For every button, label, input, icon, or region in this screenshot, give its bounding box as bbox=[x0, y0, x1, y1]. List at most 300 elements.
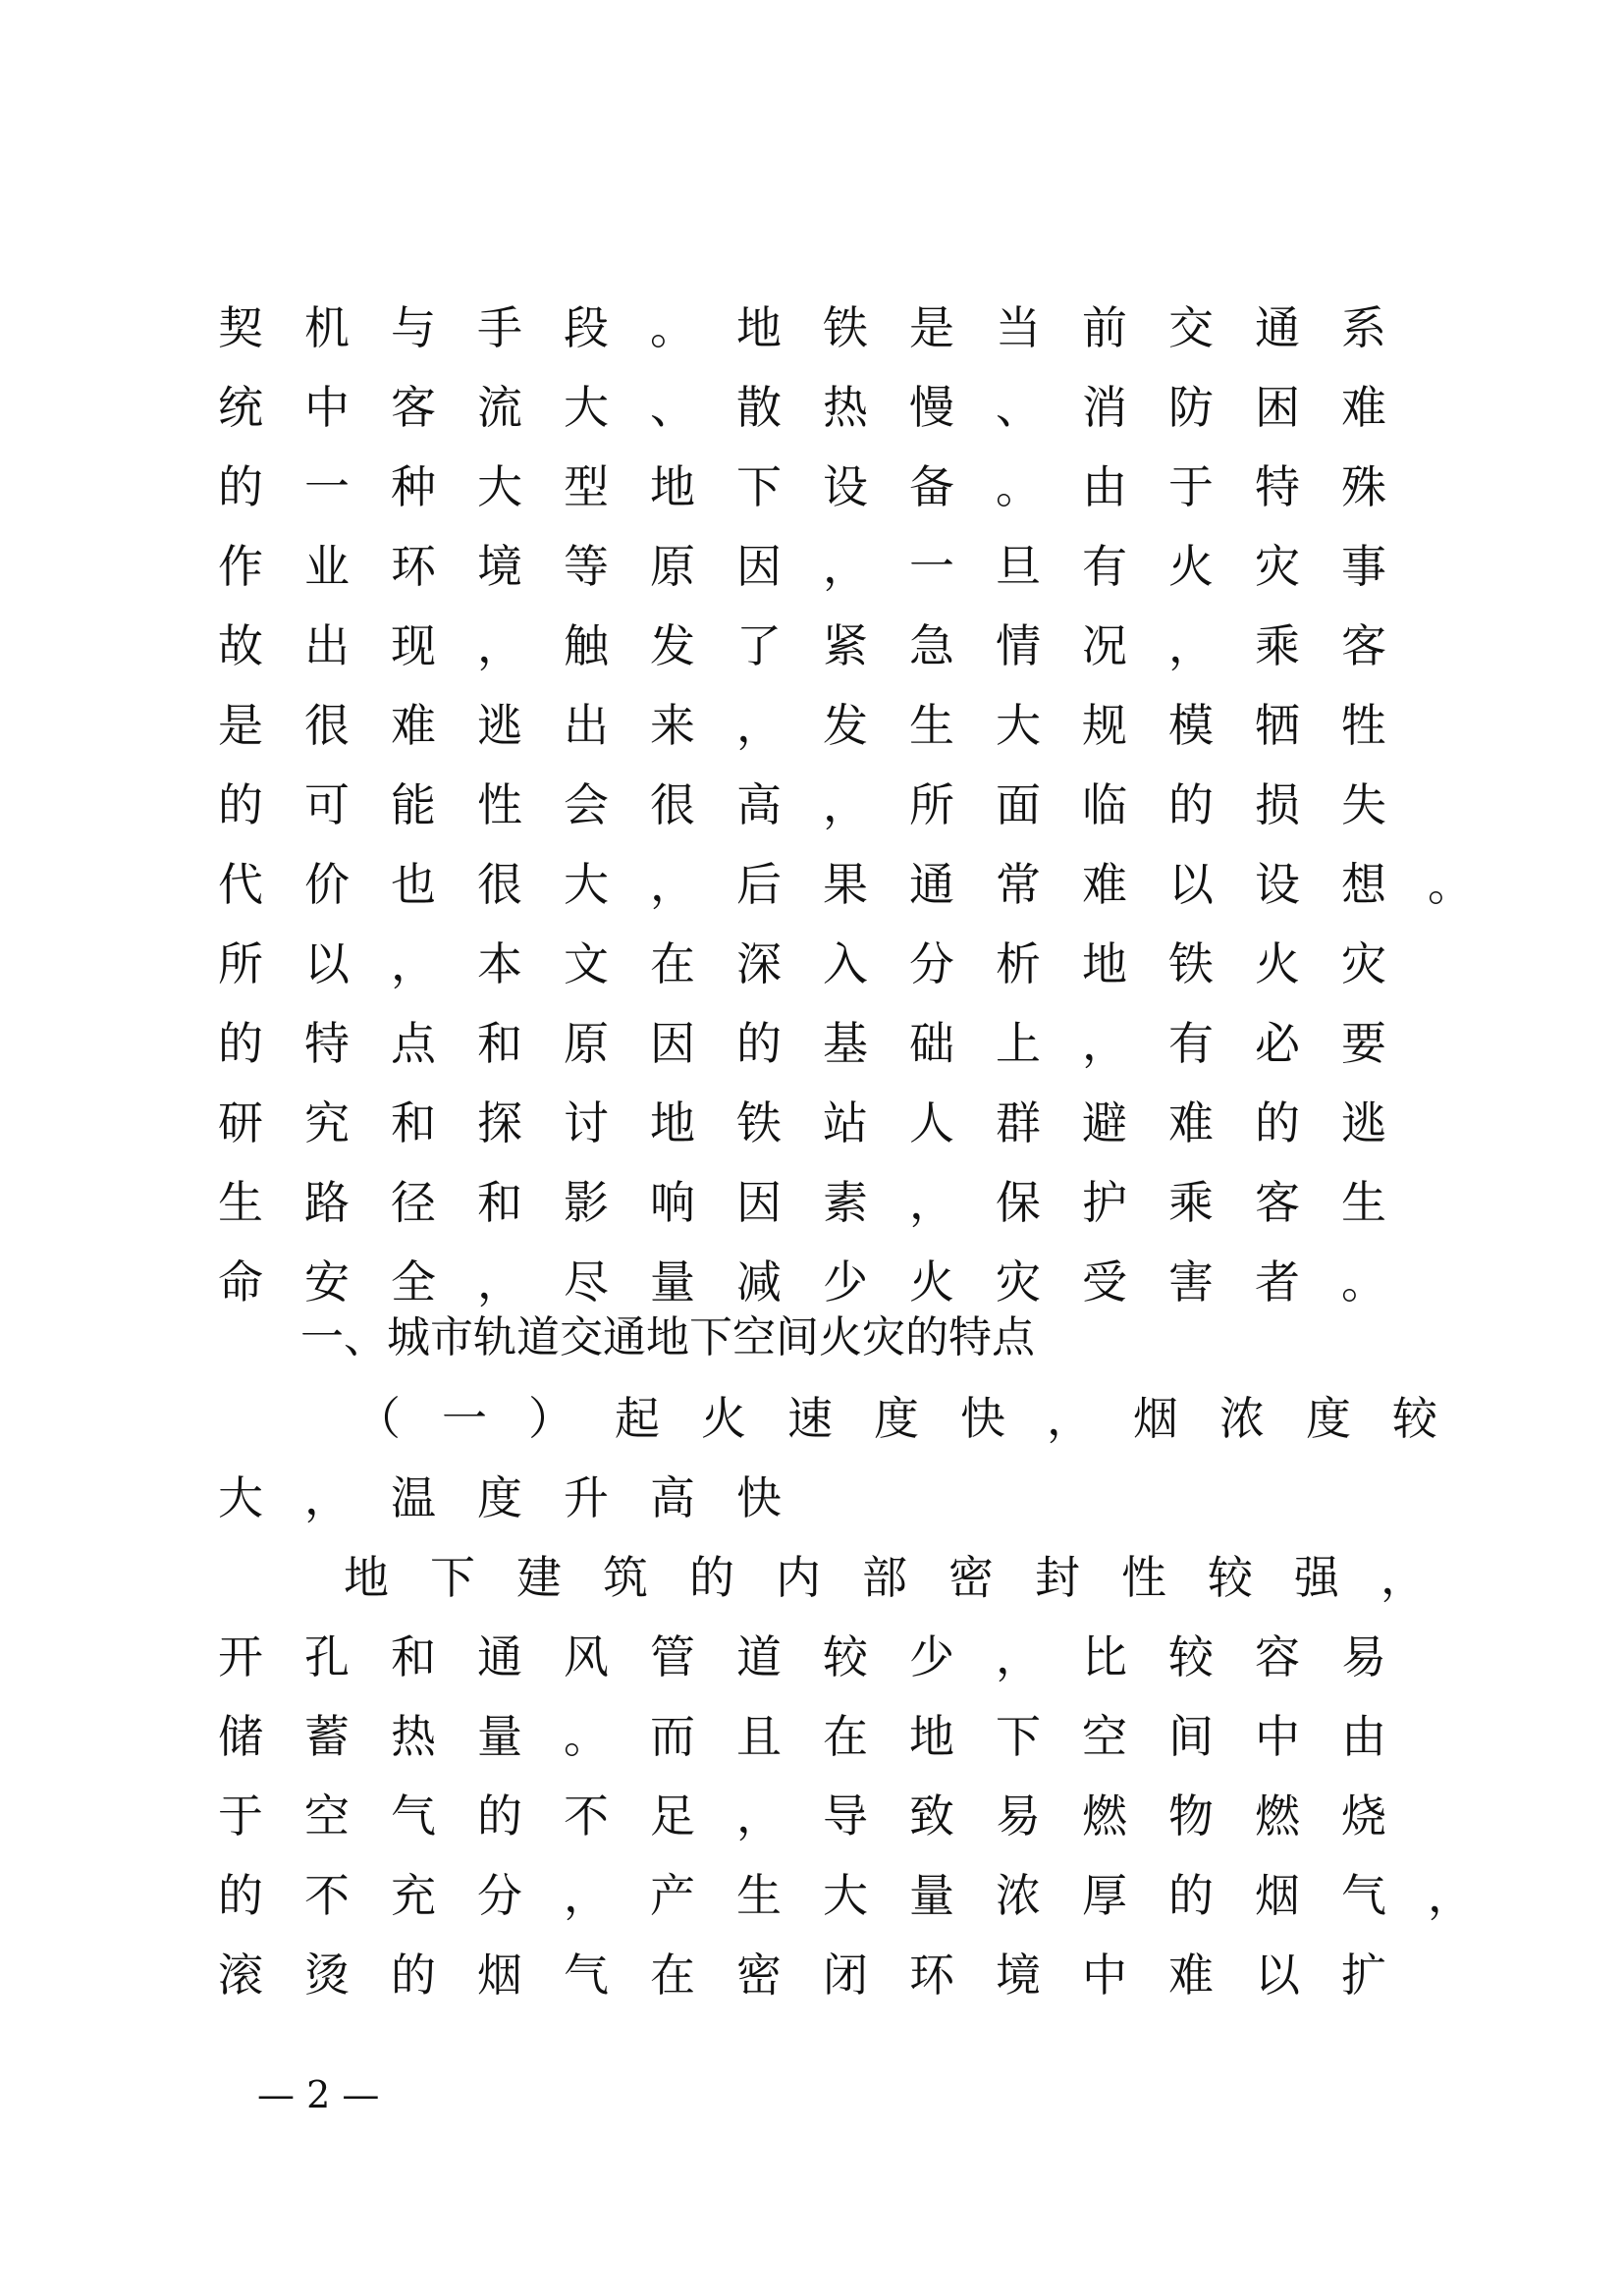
text-char: 型 bbox=[564, 460, 609, 513]
text-char: 灾 bbox=[1255, 540, 1300, 593]
text-char: 必 bbox=[1255, 1017, 1300, 1070]
text-char: 起 bbox=[615, 1392, 660, 1445]
text-char: 所 bbox=[218, 937, 263, 990]
text-char: 环 bbox=[391, 540, 436, 593]
text-char: 逃 bbox=[1341, 1096, 1386, 1149]
text-char: ， bbox=[1168, 619, 1214, 672]
text-char: 的 bbox=[1168, 778, 1214, 831]
text-char: 气 bbox=[1341, 1869, 1386, 1922]
paragraph-line-3 bbox=[218, 1707, 1428, 1766]
text-char: ， bbox=[304, 1471, 350, 1524]
text-char: ， bbox=[391, 937, 436, 990]
text-char: 、 bbox=[996, 381, 1041, 434]
text-char: 流 bbox=[477, 381, 522, 434]
text-char: 灾 bbox=[1341, 937, 1386, 990]
text-char: 、 bbox=[650, 381, 695, 434]
text-char: 出 bbox=[304, 619, 350, 672]
text-char: 故 bbox=[218, 619, 263, 672]
text-char: ， bbox=[823, 778, 868, 831]
text-char: ） bbox=[528, 1392, 573, 1445]
text-char: 作 bbox=[218, 540, 263, 593]
text-char: 大 bbox=[218, 1471, 263, 1524]
text-char: 在 bbox=[650, 1949, 695, 2002]
paragraph-line-5 bbox=[218, 1866, 1514, 1925]
text-char: 道 bbox=[736, 1630, 782, 1683]
text-char: 气 bbox=[391, 1789, 436, 1842]
text-char: 间 bbox=[1168, 1710, 1214, 1763]
text-char: 难 bbox=[1082, 858, 1127, 911]
text-char: 急 bbox=[909, 619, 954, 672]
text-char: 快 bbox=[960, 1392, 1005, 1445]
text-char: ， bbox=[1047, 1392, 1092, 1445]
text-char: 者 bbox=[1255, 1255, 1300, 1308]
text-char: 的 bbox=[218, 778, 263, 831]
text-char: 备 bbox=[909, 460, 954, 513]
text-char: 因 bbox=[650, 1017, 695, 1070]
text-char: 的 bbox=[689, 1551, 734, 1604]
text-char: 模 bbox=[1168, 699, 1214, 752]
text-char: 文 bbox=[564, 937, 609, 990]
section-heading: 一、城市轨道交通地下空间火灾的特点 bbox=[300, 1312, 1035, 1362]
text-char: 于 bbox=[218, 1789, 263, 1842]
text-char: 烧 bbox=[1341, 1789, 1386, 1842]
text-char: 很 bbox=[304, 699, 350, 752]
text-char: 地 bbox=[909, 1710, 954, 1763]
text-char: 致 bbox=[909, 1789, 954, 1842]
body-line-5 bbox=[218, 616, 1428, 675]
text-char: 因 bbox=[736, 1176, 782, 1229]
text-char: 价 bbox=[304, 858, 350, 911]
text-char: 烫 bbox=[304, 1949, 350, 2002]
text-char: 有 bbox=[1168, 1017, 1214, 1070]
paragraph-line-6 bbox=[218, 1946, 1428, 2004]
text-char: 地 bbox=[650, 1096, 695, 1149]
text-char: 以 bbox=[1255, 1949, 1300, 2002]
text-char: 性 bbox=[1121, 1551, 1166, 1604]
text-char: 交 bbox=[1168, 301, 1214, 354]
text-char: 产 bbox=[650, 1869, 695, 1922]
text-char: 分 bbox=[477, 1869, 522, 1922]
text-char: 殊 bbox=[1341, 460, 1386, 513]
text-char: 的 bbox=[736, 1017, 782, 1070]
text-char: 筑 bbox=[603, 1551, 648, 1604]
text-char: 一 bbox=[909, 540, 954, 593]
text-char: 事 bbox=[1341, 540, 1386, 593]
text-char: 充 bbox=[391, 1869, 436, 1922]
text-char: 常 bbox=[996, 858, 1041, 911]
text-char: 乘 bbox=[1168, 1176, 1214, 1229]
text-char: 高 bbox=[736, 778, 782, 831]
text-char: 下 bbox=[430, 1551, 475, 1604]
text-char: 系 bbox=[1341, 301, 1386, 354]
text-char: 容 bbox=[1255, 1630, 1300, 1683]
text-char: 乘 bbox=[1255, 619, 1300, 672]
text-char: 生 bbox=[736, 1869, 782, 1922]
text-char: 命 bbox=[218, 1255, 263, 1308]
text-char: 境 bbox=[477, 540, 522, 593]
text-char: 由 bbox=[1341, 1710, 1386, 1763]
text-char: 难 bbox=[1168, 1949, 1214, 2002]
text-char: 。 bbox=[650, 301, 695, 354]
text-char: 发 bbox=[650, 619, 695, 672]
text-char: 础 bbox=[909, 1017, 954, 1070]
text-char: 烟 bbox=[1255, 1869, 1300, 1922]
text-char: 空 bbox=[1082, 1710, 1127, 1763]
text-char: 大 bbox=[477, 460, 522, 513]
text-char: 于 bbox=[1168, 460, 1214, 513]
body-line-8 bbox=[218, 855, 1514, 914]
text-char: 不 bbox=[564, 1789, 609, 1842]
text-char: 特 bbox=[304, 1017, 350, 1070]
text-char: 地 bbox=[650, 460, 695, 513]
text-char: 前 bbox=[1082, 301, 1127, 354]
text-char: 通 bbox=[1255, 301, 1300, 354]
text-char: 很 bbox=[650, 778, 695, 831]
text-char: 是 bbox=[909, 301, 954, 354]
text-char: 保 bbox=[996, 1176, 1041, 1229]
text-char: 热 bbox=[823, 381, 868, 434]
text-char: 以 bbox=[304, 937, 350, 990]
text-char: 难 bbox=[1168, 1096, 1214, 1149]
text-char: 统 bbox=[218, 381, 263, 434]
text-char: 段 bbox=[564, 301, 609, 354]
text-char: 气 bbox=[564, 1949, 609, 2002]
text-char: 热 bbox=[391, 1710, 436, 1763]
text-char: 特 bbox=[1255, 460, 1300, 513]
text-char: 火 bbox=[1255, 937, 1300, 990]
body-line-4 bbox=[218, 537, 1428, 596]
paragraph-line-4 bbox=[218, 1787, 1428, 1845]
text-char: 易 bbox=[1341, 1630, 1386, 1683]
text-char: 。 bbox=[1341, 1255, 1386, 1308]
text-char: 度 bbox=[874, 1392, 919, 1445]
text-char: 设 bbox=[823, 460, 868, 513]
text-char: 足 bbox=[650, 1789, 695, 1842]
text-char: 一 bbox=[304, 460, 350, 513]
text-char: 大 bbox=[564, 858, 609, 911]
text-char: 且 bbox=[736, 1710, 782, 1763]
text-char: 生 bbox=[1341, 1176, 1386, 1229]
text-char: 在 bbox=[650, 937, 695, 990]
text-char: 受 bbox=[1082, 1255, 1127, 1308]
text-char: 火 bbox=[701, 1392, 746, 1445]
text-char: 路 bbox=[304, 1176, 350, 1229]
text-char: 逃 bbox=[477, 699, 522, 752]
text-char: 设 bbox=[1255, 858, 1300, 911]
text-char: 牲 bbox=[1341, 699, 1386, 752]
text-char: 径 bbox=[391, 1176, 436, 1229]
text-char: 火 bbox=[1168, 540, 1214, 593]
body-line-11 bbox=[218, 1094, 1428, 1152]
text-char: 要 bbox=[1341, 1017, 1386, 1070]
text-char: 站 bbox=[823, 1096, 868, 1149]
text-char: 安 bbox=[304, 1255, 350, 1308]
text-char: 人 bbox=[909, 1096, 954, 1149]
text-char: 下 bbox=[996, 1710, 1041, 1763]
text-char: 快 bbox=[736, 1471, 782, 1524]
text-char: 管 bbox=[650, 1630, 695, 1683]
paragraph-line-1 bbox=[344, 1548, 1467, 1607]
text-char: 密 bbox=[736, 1949, 782, 2002]
text-char: 内 bbox=[776, 1551, 821, 1604]
text-char: 大 bbox=[823, 1869, 868, 1922]
text-char: 牺 bbox=[1255, 699, 1300, 752]
text-char: 慢 bbox=[909, 381, 954, 434]
text-char: 生 bbox=[909, 699, 954, 752]
text-char: 的 bbox=[1255, 1096, 1300, 1149]
text-char: 导 bbox=[823, 1789, 868, 1842]
text-char: 深 bbox=[736, 937, 782, 990]
text-char: 厚 bbox=[1082, 1869, 1127, 1922]
text-char: 部 bbox=[862, 1551, 907, 1604]
text-char: 和 bbox=[477, 1017, 522, 1070]
text-char: 。 bbox=[996, 460, 1041, 513]
text-char: 分 bbox=[909, 937, 954, 990]
text-char: 燃 bbox=[1082, 1789, 1127, 1842]
text-char: 度 bbox=[1306, 1392, 1351, 1445]
text-char: 旦 bbox=[996, 540, 1041, 593]
text-char: 封 bbox=[1035, 1551, 1080, 1604]
text-char: 地 bbox=[736, 301, 782, 354]
text-char: 手 bbox=[477, 301, 522, 354]
text-char: 不 bbox=[304, 1869, 350, 1922]
text-char: ， bbox=[996, 1630, 1041, 1683]
text-char: 铁 bbox=[823, 301, 868, 354]
text-char: 通 bbox=[909, 858, 954, 911]
text-char: 消 bbox=[1082, 381, 1127, 434]
text-char: 代 bbox=[218, 858, 263, 911]
text-char: 讨 bbox=[564, 1096, 609, 1149]
text-char: 空 bbox=[304, 1789, 350, 1842]
text-char: 中 bbox=[1082, 1949, 1127, 2002]
text-char: 当 bbox=[996, 301, 1041, 354]
text-char: 契 bbox=[218, 301, 263, 354]
page-number: — 2 — bbox=[257, 2073, 380, 2116]
text-char: 难 bbox=[391, 699, 436, 752]
subheading-line-1 bbox=[355, 1389, 1479, 1448]
text-char: 果 bbox=[823, 858, 868, 911]
text-char: 可 bbox=[304, 778, 350, 831]
text-char: ， bbox=[650, 858, 695, 911]
text-char: 密 bbox=[948, 1551, 994, 1604]
text-char: 在 bbox=[823, 1710, 868, 1763]
text-char: 易 bbox=[996, 1789, 1041, 1842]
text-char: 浓 bbox=[1219, 1392, 1265, 1445]
text-char: 。 bbox=[1428, 858, 1473, 911]
text-char: 的 bbox=[1168, 1869, 1214, 1922]
text-char: 研 bbox=[218, 1096, 263, 1149]
text-char: ， bbox=[564, 1869, 609, 1922]
text-char: 以 bbox=[1168, 858, 1214, 911]
text-char: 客 bbox=[1341, 619, 1386, 672]
subheading-line-2 bbox=[218, 1468, 823, 1527]
text-char: 量 bbox=[477, 1710, 522, 1763]
text-char: 通 bbox=[477, 1630, 522, 1683]
text-char: 烟 bbox=[477, 1949, 522, 2002]
text-char: 少 bbox=[909, 1630, 954, 1683]
text-char: 紧 bbox=[823, 619, 868, 672]
text-char: 出 bbox=[564, 699, 609, 752]
paragraph-line-2 bbox=[218, 1628, 1428, 1686]
text-char: 物 bbox=[1168, 1789, 1214, 1842]
text-char: 是 bbox=[218, 699, 263, 752]
text-char: 客 bbox=[1255, 1176, 1300, 1229]
body-line-10 bbox=[218, 1014, 1428, 1073]
text-char: 原 bbox=[650, 540, 695, 593]
text-char: 升 bbox=[564, 1471, 609, 1524]
text-char: 和 bbox=[391, 1096, 436, 1149]
text-char: ， bbox=[823, 540, 868, 593]
text-char: 散 bbox=[736, 381, 782, 434]
body-line-7 bbox=[218, 775, 1428, 834]
text-char: 失 bbox=[1341, 778, 1386, 831]
text-char: 大 bbox=[996, 699, 1041, 752]
text-char: 中 bbox=[1255, 1710, 1300, 1763]
text-char: 因 bbox=[736, 540, 782, 593]
text-char: 燃 bbox=[1255, 1789, 1300, 1842]
text-char: 况 bbox=[1082, 619, 1127, 672]
text-char: 业 bbox=[304, 540, 350, 593]
text-char: 后 bbox=[736, 858, 782, 911]
text-char: 性 bbox=[477, 778, 522, 831]
text-char: （ bbox=[355, 1392, 401, 1445]
text-char: 浓 bbox=[996, 1869, 1041, 1922]
text-char: 防 bbox=[1168, 381, 1214, 434]
text-char: 也 bbox=[391, 858, 436, 911]
text-char: 速 bbox=[787, 1392, 833, 1445]
text-char: 度 bbox=[477, 1471, 522, 1524]
text-char: 而 bbox=[650, 1710, 695, 1763]
text-char: 原 bbox=[564, 1017, 609, 1070]
text-char: 滚 bbox=[218, 1949, 263, 2002]
text-char: 群 bbox=[996, 1096, 1041, 1149]
text-char: 。 bbox=[564, 1710, 609, 1763]
text-char: 开 bbox=[218, 1630, 263, 1683]
text-char: 风 bbox=[564, 1630, 609, 1683]
text-char: 生 bbox=[218, 1176, 263, 1229]
text-char: 铁 bbox=[736, 1096, 782, 1149]
text-char: 灾 bbox=[996, 1255, 1041, 1308]
text-char: 火 bbox=[909, 1255, 954, 1308]
text-char: 和 bbox=[391, 1630, 436, 1683]
text-char: 烟 bbox=[1133, 1392, 1178, 1445]
text-char: ， bbox=[1380, 1551, 1426, 1604]
text-char: 等 bbox=[564, 540, 609, 593]
text-char: 温 bbox=[391, 1471, 436, 1524]
text-char: 影 bbox=[564, 1176, 609, 1229]
text-char: 扩 bbox=[1341, 1949, 1386, 2002]
text-char: 境 bbox=[996, 1949, 1041, 2002]
text-char: 入 bbox=[823, 937, 868, 990]
text-char: 铁 bbox=[1168, 937, 1214, 990]
text-char: 的 bbox=[218, 1017, 263, 1070]
text-char: 避 bbox=[1082, 1096, 1127, 1149]
text-char: 地 bbox=[344, 1551, 389, 1604]
text-char: ， bbox=[477, 1255, 522, 1308]
text-char: 点 bbox=[391, 1017, 436, 1070]
text-char: 的 bbox=[477, 1789, 522, 1842]
text-char: 基 bbox=[823, 1017, 868, 1070]
text-char: 比 bbox=[1082, 1630, 1127, 1683]
text-char: ， bbox=[736, 1789, 782, 1842]
text-char: 响 bbox=[650, 1176, 695, 1229]
text-char: 高 bbox=[650, 1471, 695, 1524]
text-char: 能 bbox=[391, 778, 436, 831]
text-char: ， bbox=[736, 699, 782, 752]
text-char: 机 bbox=[304, 301, 350, 354]
text-char: 上 bbox=[996, 1017, 1041, 1070]
text-char: 种 bbox=[391, 460, 436, 513]
text-char: 大 bbox=[564, 381, 609, 434]
text-char: 素 bbox=[823, 1176, 868, 1229]
text-char: 损 bbox=[1255, 778, 1300, 831]
text-char: 尽 bbox=[564, 1255, 609, 1308]
text-char: 孔 bbox=[304, 1630, 350, 1683]
text-char: 有 bbox=[1082, 540, 1127, 593]
text-char: 和 bbox=[477, 1176, 522, 1229]
text-char: 所 bbox=[909, 778, 954, 831]
text-char: 探 bbox=[477, 1096, 522, 1149]
text-char: 现 bbox=[391, 619, 436, 672]
text-char: 想 bbox=[1341, 858, 1386, 911]
text-char: 较 bbox=[1168, 1630, 1214, 1683]
text-char: 很 bbox=[477, 858, 522, 911]
text-char: 了 bbox=[736, 619, 782, 672]
text-char: ， bbox=[1428, 1869, 1473, 1922]
text-char: 减 bbox=[736, 1255, 782, 1308]
text-char: 量 bbox=[909, 1869, 954, 1922]
text-char: 与 bbox=[391, 301, 436, 354]
text-char: 规 bbox=[1082, 699, 1127, 752]
text-char: ， bbox=[1082, 1017, 1127, 1070]
text-char: 的 bbox=[391, 1949, 436, 2002]
body-line-3 bbox=[218, 457, 1428, 516]
text-char: 客 bbox=[391, 381, 436, 434]
text-char: 地 bbox=[1082, 937, 1127, 990]
text-char: 强 bbox=[1294, 1551, 1339, 1604]
text-char: 环 bbox=[909, 1949, 954, 2002]
text-char: 较 bbox=[1208, 1551, 1253, 1604]
text-char: 害 bbox=[1168, 1255, 1214, 1308]
text-char: 蓄 bbox=[304, 1710, 350, 1763]
text-char: 来 bbox=[650, 699, 695, 752]
text-char: 本 bbox=[477, 937, 522, 990]
body-line-9 bbox=[218, 934, 1428, 993]
text-char: ， bbox=[909, 1176, 954, 1229]
text-char: 难 bbox=[1341, 381, 1386, 434]
text-char: 少 bbox=[823, 1255, 868, 1308]
text-char: 量 bbox=[650, 1255, 695, 1308]
body-line-6 bbox=[218, 696, 1428, 755]
text-char: 一 bbox=[442, 1392, 487, 1445]
text-char: 会 bbox=[564, 778, 609, 831]
text-char: 闭 bbox=[823, 1949, 868, 2002]
text-char: 建 bbox=[516, 1551, 562, 1604]
text-char: 的 bbox=[218, 460, 263, 513]
text-char: 究 bbox=[304, 1096, 350, 1149]
text-char: 发 bbox=[823, 699, 868, 752]
body-line-12 bbox=[218, 1173, 1428, 1232]
text-char: 情 bbox=[996, 619, 1041, 672]
text-char: 较 bbox=[1392, 1392, 1437, 1445]
text-char: 由 bbox=[1082, 460, 1127, 513]
text-char: 全 bbox=[391, 1255, 436, 1308]
text-char: ， bbox=[477, 619, 522, 672]
text-char: 中 bbox=[304, 381, 350, 434]
body-line-13 bbox=[218, 1253, 1428, 1311]
text-char: 储 bbox=[218, 1710, 263, 1763]
text-char: 的 bbox=[218, 1869, 263, 1922]
